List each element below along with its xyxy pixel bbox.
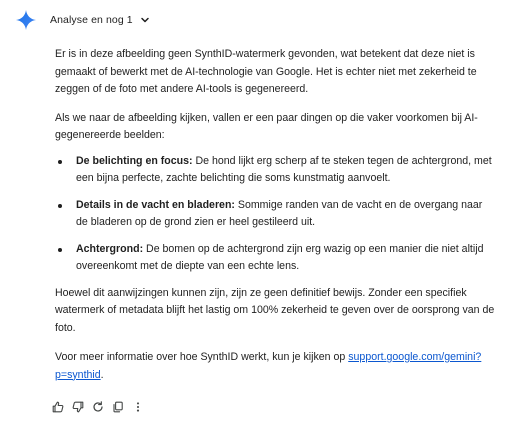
response-paragraph: Als we naar de afbeelding kijken, vallen er een paar dingen op die vaker voorkomen bij AI-gegenereerde beelden: <box>55 111 478 141</box>
list-item <box>55 153 497 188</box>
list-item-title: Achtergrond: <box>76 242 144 255</box>
response-paragraph: Hoewel dit aanwijzingen kunnen zijn, zijn ze geen definitief bewijs. Zonder een specifiek watermerk of metadata blijft het lastig om 100% zekerheid te geven over de oorsprong van de foto. <box>55 286 495 334</box>
list-item-title: Details in de vacht en bladeren: <box>76 198 235 211</box>
synthid-help-link[interactable]: support.google.com/gemini?p=synthid <box>55 351 482 381</box>
copy-icon <box>112 401 124 413</box>
response-paragraph: Er is in deze afbeelding geen SynthID-watermerk gevonden, wat betekent dat deze niet is gemaakt of bewerkt met de AI-technologie van Google. Het is echter niet met zekerheid te zeggen of de foto met andere AI-tools is gegenereerd. <box>55 48 477 95</box>
list-item-text: De hond lijkt erg scherp af te steken tegen de achtergrond, met een bijna perfecte, zachte belichting die soms kunstmatig aanvoelt. <box>76 154 492 184</box>
thumbs-up-icon <box>52 401 64 413</box>
good-response-button[interactable] <box>48 398 68 416</box>
observation-list <box>55 153 497 276</box>
response-actions-toolbar <box>48 398 148 416</box>
gemini-sparkle-icon <box>16 10 36 30</box>
list-item-text: De bomen op de achtergrond zijn erg wazig op een manier die niet altijd overeenkomt met de diepte van een echte lens. <box>76 242 484 272</box>
draft-selector-label[interactable]: Analyse en nog 1 <box>50 14 133 26</box>
list-item <box>55 197 497 232</box>
response-body <box>55 46 497 384</box>
more-options-button[interactable] <box>128 398 148 416</box>
info-text-end: . <box>100 368 104 381</box>
regenerate-button[interactable] <box>88 398 108 416</box>
list-item-title: De belichting en focus: <box>76 154 193 167</box>
info-text: Voor meer informatie over hoe SynthID werkt, kun je kijken op <box>55 351 349 363</box>
response-header <box>16 9 150 31</box>
list-item <box>55 241 497 276</box>
regenerate-icon <box>92 401 104 413</box>
response-paragraph <box>55 349 497 384</box>
list-item-text: Sommige randen van de vacht en de overgang naar de bladeren op de grond zien er heel gestileerd uit. <box>76 198 483 228</box>
thumbs-down-icon <box>72 401 84 413</box>
bad-response-button[interactable] <box>68 398 88 416</box>
copy-button[interactable] <box>108 398 128 416</box>
chevron-down-icon[interactable] <box>140 15 150 25</box>
more-vert-icon <box>132 401 144 413</box>
